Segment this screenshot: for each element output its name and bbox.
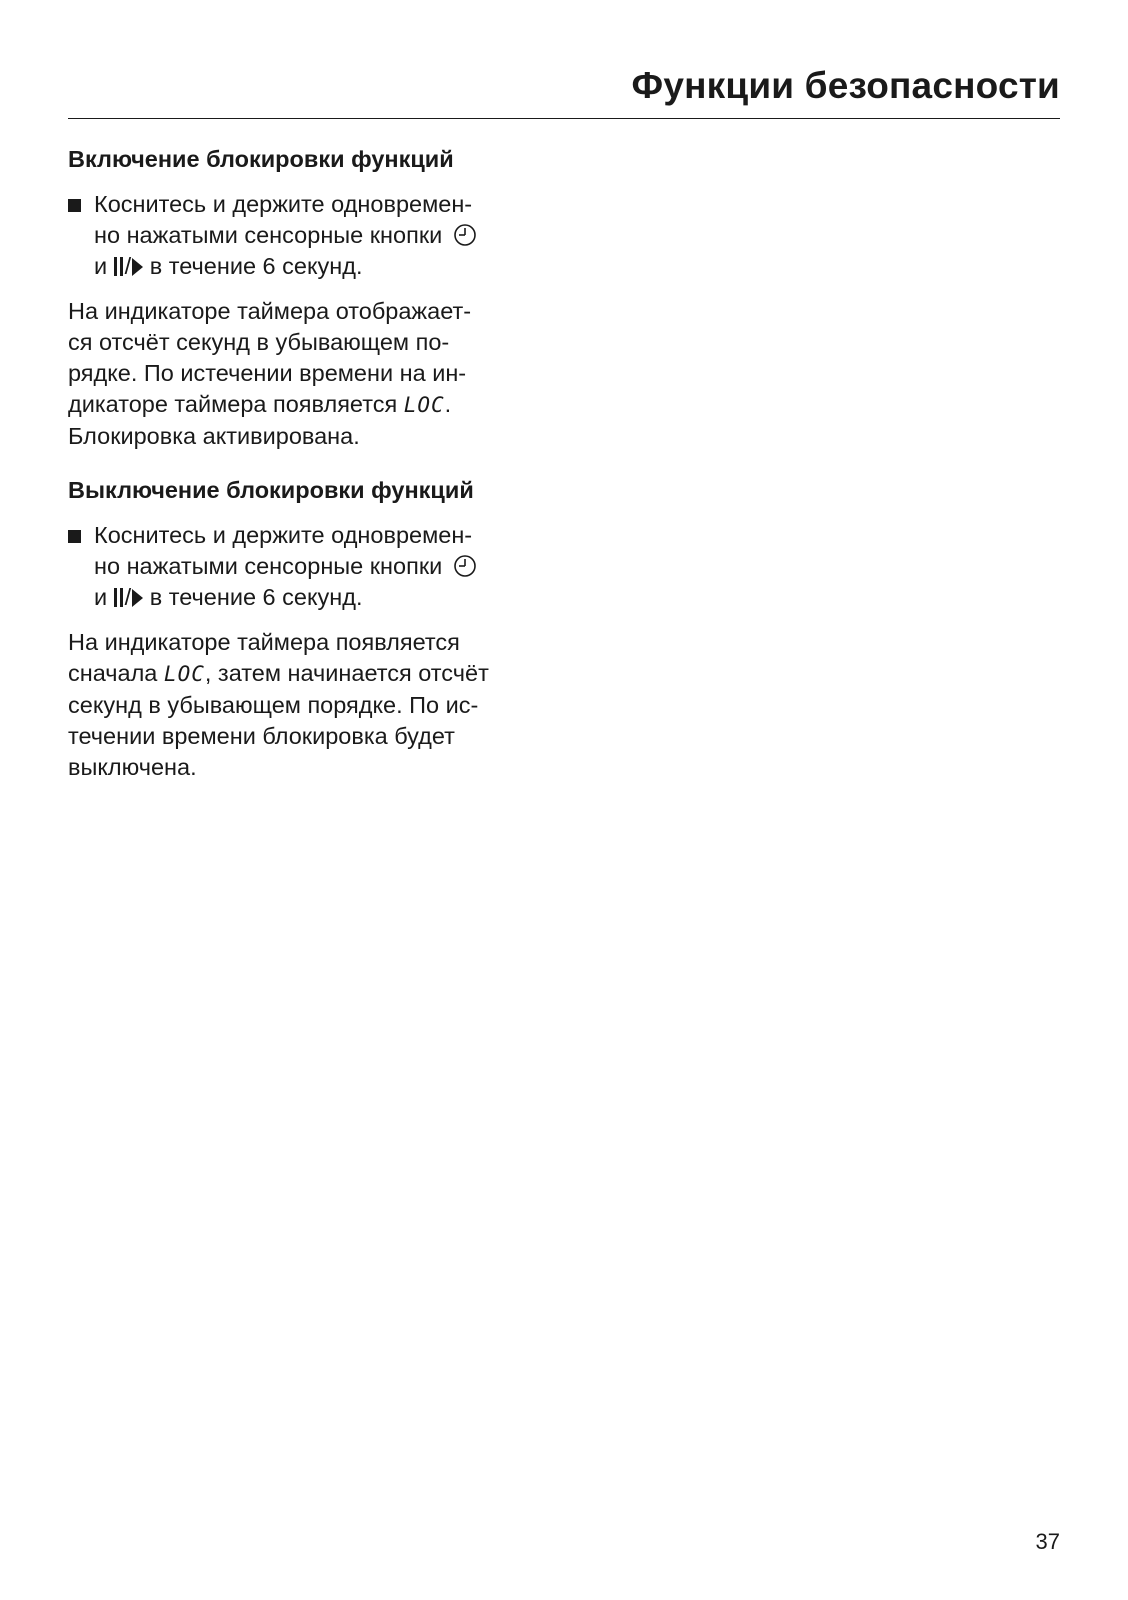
instruction-line: [94, 251, 558, 282]
paragraph-text: .: [444, 391, 452, 417]
section-heading-enable-lock: Включение блокировки функций: [68, 146, 454, 172]
section-heading-disable-lock: Выключение блокировки функций: [68, 477, 474, 503]
instruction-line: Коснитесь и держите одновремен-: [94, 191, 473, 217]
paragraph-line: течении времени блокировка будет: [68, 723, 455, 749]
paragraph-text: дикаторе таймера появляется: [68, 391, 398, 417]
pause-play-icon: [114, 584, 144, 610]
paragraph-enable-lock: [68, 296, 558, 452]
page-number: 37: [1035, 1529, 1060, 1554]
instruction-text: но нажатыми сенсорные кнопки: [94, 553, 443, 579]
lcd-display-code: LOC: [163, 662, 205, 686]
paragraph-line: На индикаторе таймера появляется: [68, 629, 460, 655]
instruction-text: и: [94, 584, 108, 610]
paragraph-line: [68, 658, 558, 690]
instruction-text: в течение 6 секунд.: [149, 584, 363, 610]
paragraph-line: выключена.: [68, 754, 197, 780]
instruction-line: Коснитесь и держите одновремен-: [94, 522, 473, 548]
page-title: Функции безопасности: [631, 65, 1060, 106]
icon-separator: /: [124, 584, 132, 610]
bullet-icon: [68, 199, 81, 212]
main-content: [68, 143, 558, 783]
paragraph-text: сначала: [68, 660, 158, 686]
paragraph-line: На индикаторе таймера отображает-: [68, 298, 472, 324]
clock-icon: [453, 223, 477, 247]
instruction-line: [94, 582, 558, 613]
pause-play-icon: [114, 253, 144, 279]
instruction-disable-lock: [68, 520, 558, 613]
instruction-line: [94, 220, 558, 251]
section-spacer: [68, 452, 558, 474]
instruction-text: но нажатыми сенсорные кнопки: [94, 222, 443, 248]
instruction-line: [94, 551, 558, 582]
instruction-enable-lock: [68, 189, 558, 282]
paragraph-disable-lock: [68, 627, 558, 783]
paragraph-line: ся отсчёт секунд в убывающем по-: [68, 329, 450, 355]
paragraph-line: Блокировка активирована.: [68, 423, 360, 449]
paragraph-text: , затем начинается отсчёт: [204, 660, 489, 686]
pause-icon: [114, 257, 124, 276]
instruction-text: в течение 6 секунд.: [149, 253, 363, 279]
paragraph-line: [68, 389, 558, 421]
instruction-text: и: [94, 253, 108, 279]
clock-icon: [453, 554, 477, 578]
page-header: [68, 62, 1060, 119]
pause-icon: [114, 588, 124, 607]
bullet-icon: [68, 530, 81, 543]
paragraph-line: секунд в убывающем порядке. По ис-: [68, 692, 479, 718]
play-icon: [132, 258, 143, 276]
paragraph-line: рядке. По истечении времени на ин-: [68, 360, 467, 386]
icon-separator: /: [124, 253, 132, 279]
play-icon: [132, 589, 143, 607]
lcd-display-code: LOC: [403, 393, 445, 417]
